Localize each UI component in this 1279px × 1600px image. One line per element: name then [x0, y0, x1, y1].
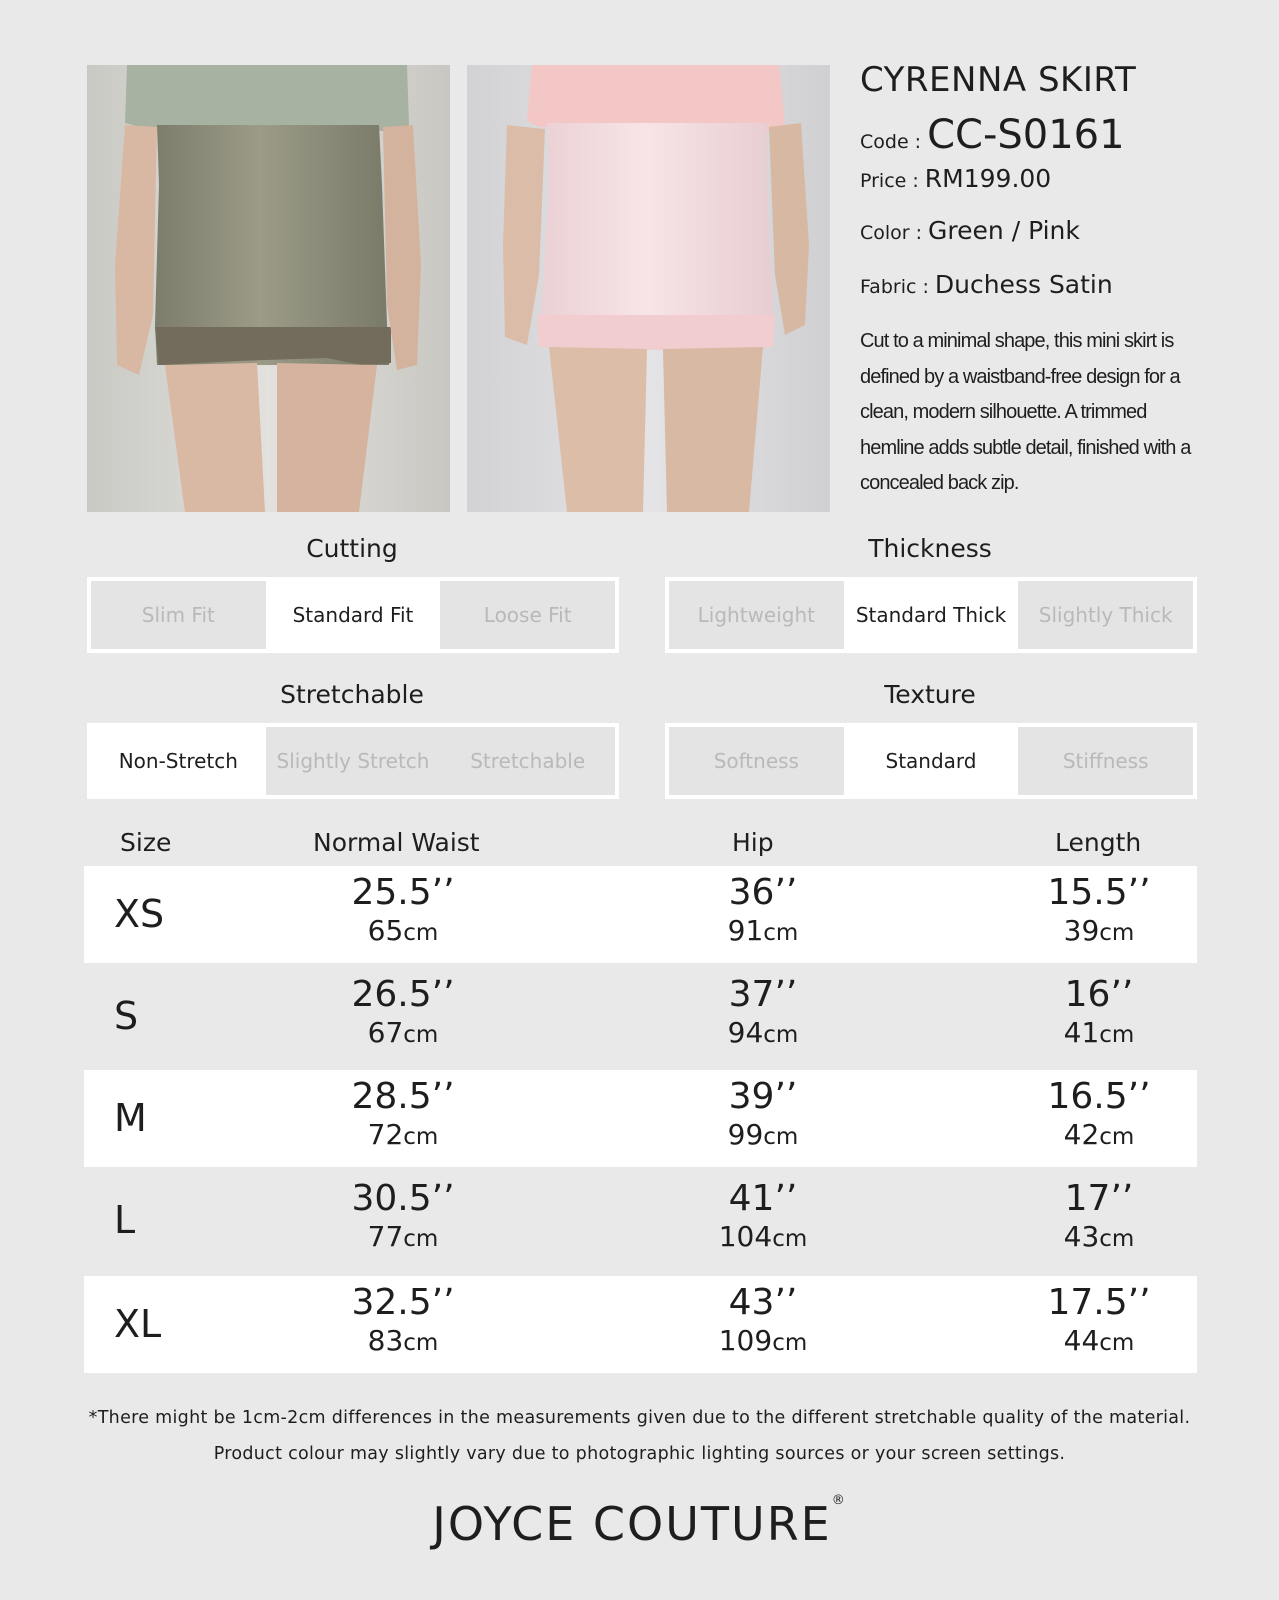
table-header-length: Length	[1055, 828, 1142, 857]
waist-cm: 65	[367, 914, 404, 947]
length-cell	[999, 1179, 1199, 1255]
waist-inch: 28.5’’	[351, 1076, 455, 1117]
hip-cell	[663, 873, 863, 949]
waist-cell	[303, 975, 503, 1051]
product-photo-pink	[467, 65, 830, 512]
table-row	[84, 968, 1197, 1065]
length-inch: 15.5’’	[1047, 872, 1151, 913]
length-cm: 41	[1063, 1016, 1100, 1049]
cm-unit: cm	[1099, 920, 1135, 946]
price-row	[860, 164, 1210, 216]
thickness-option: Lightweight	[697, 603, 815, 627]
cutting-option: Slim Fit	[141, 603, 215, 627]
stretchable-option: Slightly Stretch	[276, 749, 430, 773]
size-label: XS	[114, 892, 165, 936]
waist-cm: 72	[367, 1118, 404, 1151]
waist-cell	[303, 1077, 503, 1153]
thickness-option: Slightly Thick	[1038, 603, 1173, 627]
texture-option: Stiffness	[1062, 749, 1149, 773]
attribute-title-thickness: Thickness	[868, 534, 992, 563]
length-inch: 16.5’’	[1047, 1076, 1151, 1117]
size-label: XL	[114, 1302, 162, 1346]
cm-unit: cm	[763, 1022, 799, 1048]
hip-cell	[663, 1179, 863, 1255]
length-cell	[999, 975, 1199, 1051]
stretchable-option: Stretchable	[470, 749, 586, 773]
texture-option: Standard	[844, 727, 1019, 795]
waist-cell	[303, 1179, 503, 1255]
length-cell	[999, 873, 1199, 949]
cm-unit: cm	[763, 920, 799, 946]
cm-unit: cm	[1099, 1330, 1135, 1356]
hip-cm: 99	[727, 1118, 764, 1151]
thickness-option: Standard Thick	[844, 581, 1019, 649]
product-description: Cut to a minimal shape, this mini skirt is defined by a waistband-free design for a clean, modern silhouette. A trimmed hemline adds subtle detail, finished with a concealed back zip.	[860, 330, 1191, 494]
product-color: Green / Pink	[928, 216, 1080, 245]
hip-cell	[663, 1283, 863, 1359]
stretchable-option: Non-Stretch	[91, 727, 266, 795]
length-inch: 17.5’’	[1047, 1282, 1151, 1323]
waist-cm: 83	[367, 1324, 404, 1357]
cutting-option: Loose Fit	[483, 603, 572, 627]
length-cm: 43	[1063, 1220, 1100, 1253]
table-row	[84, 1276, 1197, 1373]
brand-logo	[0, 1493, 1279, 1551]
size-label: S	[114, 994, 139, 1038]
color-label: Color :	[860, 222, 923, 244]
hip-cm: 104	[718, 1220, 773, 1253]
fabric-row	[860, 270, 1210, 322]
product-fabric: Duchess Satin	[934, 270, 1113, 299]
length-cm: 39	[1063, 914, 1100, 947]
length-inch: 16’’	[1064, 974, 1134, 1015]
length-cm: 42	[1063, 1118, 1100, 1151]
size-label: M	[114, 1096, 147, 1140]
attribute-scale-thickness	[665, 577, 1197, 653]
cm-unit: cm	[1099, 1124, 1135, 1150]
cm-unit: cm	[772, 1330, 808, 1356]
hip-cell	[663, 1077, 863, 1153]
hip-cm: 94	[727, 1016, 764, 1049]
attribute-scale-cutting	[87, 577, 619, 653]
length-cm: 44	[1063, 1324, 1100, 1357]
attribute-title-texture: Texture	[884, 680, 976, 709]
hip-inch: 43’’	[728, 1282, 798, 1323]
hip-inch: 39’’	[728, 1076, 798, 1117]
color-row	[860, 216, 1210, 270]
cutting-option: Standard Fit	[266, 581, 441, 649]
length-cell	[999, 1283, 1199, 1359]
table-row	[84, 1172, 1197, 1269]
length-inch: 17’’	[1064, 1178, 1134, 1219]
waist-inch: 30.5’’	[351, 1178, 455, 1219]
table-row	[84, 866, 1197, 963]
attribute-scale-stretchable	[87, 723, 619, 799]
cm-unit: cm	[772, 1226, 808, 1252]
hip-cm: 91	[727, 914, 764, 947]
waist-inch: 26.5’’	[351, 974, 455, 1015]
product-photo-green	[87, 65, 450, 512]
hip-cm: 109	[718, 1324, 773, 1357]
waist-cell	[303, 873, 503, 949]
hip-cell	[663, 975, 863, 1051]
product-title: CYRENNA SKIRT	[860, 60, 1137, 100]
fabric-label: Fabric :	[860, 276, 929, 298]
texture-option: Softness	[713, 749, 799, 773]
product-code: CC-S0161	[927, 112, 1125, 158]
registered-mark: ®	[831, 1493, 847, 1508]
cm-unit: cm	[1099, 1022, 1135, 1048]
cm-unit: cm	[403, 1022, 439, 1048]
cm-unit: cm	[403, 920, 439, 946]
length-cell	[999, 1077, 1199, 1153]
attribute-title-stretchable: Stretchable	[280, 680, 424, 709]
attribute-scale-texture	[665, 723, 1197, 799]
size-label: L	[114, 1198, 136, 1242]
hip-inch: 37’’	[728, 974, 798, 1015]
cm-unit: cm	[403, 1124, 439, 1150]
colour-note: Product colour may slightly vary due to photographic lighting sources or your screen settings.	[213, 1444, 1066, 1464]
table-header-hip: Hip	[732, 828, 774, 857]
cm-unit: cm	[403, 1330, 439, 1356]
table-row	[84, 1070, 1197, 1167]
attribute-title-cutting: Cutting	[306, 534, 398, 563]
price-label: Price :	[860, 170, 919, 192]
waist-inch: 32.5’’	[351, 1282, 455, 1323]
waist-cell	[303, 1283, 503, 1359]
product-info	[860, 60, 1210, 502]
measurement-note: *There might be 1cm-2cm differences in the measurements given due to the different stretchable quality of the material.	[88, 1408, 1191, 1428]
code-row	[860, 112, 1210, 164]
waist-inch: 25.5’’	[351, 872, 455, 913]
hip-inch: 41’’	[728, 1178, 798, 1219]
waist-cm: 67	[367, 1016, 404, 1049]
hip-inch: 36’’	[728, 872, 798, 913]
table-header-waist: Normal Waist	[313, 828, 480, 857]
table-header-size: Size	[120, 828, 172, 857]
code-label: Code :	[860, 131, 922, 153]
cm-unit: cm	[763, 1124, 799, 1150]
product-price: RM199.00	[924, 164, 1052, 193]
cm-unit: cm	[403, 1226, 439, 1252]
brand-name: JOYCE COUTURE	[432, 1497, 832, 1551]
waist-cm: 77	[367, 1220, 404, 1253]
cm-unit: cm	[1099, 1226, 1135, 1252]
